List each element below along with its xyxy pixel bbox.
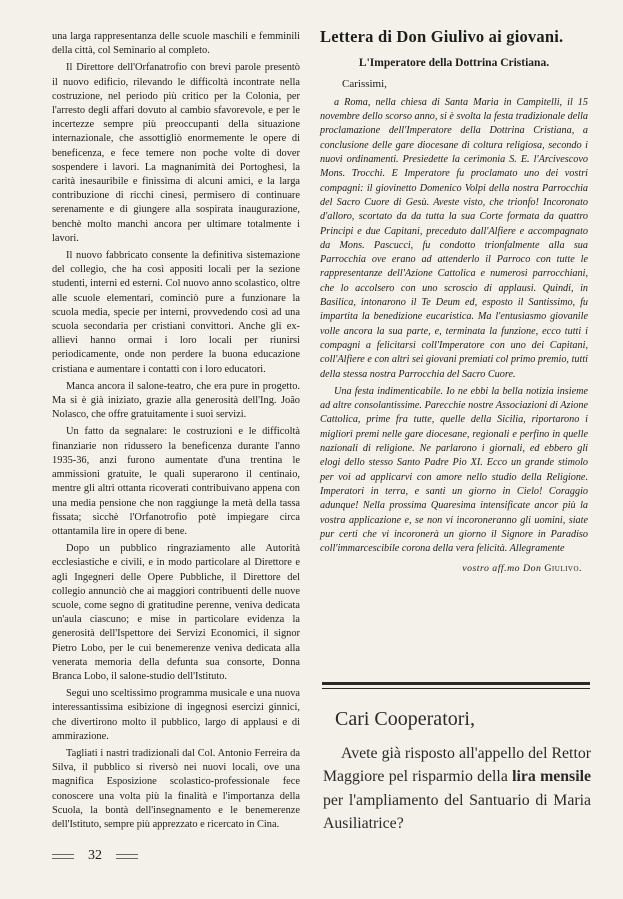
- paragraph: una larga rappresentanza delle scuole maschili e femminili della città, col Seminario al completo.: [52, 31, 300, 57]
- page-footer: [52, 848, 300, 864]
- cooperators-body: [323, 742, 591, 836]
- letter-column: [320, 27, 588, 577]
- paragraph: Il nuovo fabbricato consente la definitiva sistemazione del collegio, che ha così appositi locali per la sezione studenti, interni ed esterni. Col nuovo anno scolastico, oltre alle scuole elementari, cominciò pure a funzionare la scuola media, specie per interni, provvedendo così ad una scuola secondaria per cristiani convittori. Anche gli ex-allievi hanno ormai i loro locali per riunirsi periodicamente, onde non perdere la buona educazione cristiana e aumentare i contatti con i loro educatori.: [52, 250, 300, 375]
- footer-ornament-icon: [52, 852, 74, 861]
- cooperators-title: Cari Cooperatori,: [335, 708, 475, 730]
- letter-salutation: Carissimi,: [342, 77, 387, 90]
- paragraph: Dopo un pubblico ringraziamento alle Autorità ecclesiastiche e civili, e in modo particolare al Direttore e agli Ingegneri delle Opere Pubbliche, il Direttore del collegio annunciò che ai maggiori contribuenti delle nuove scuole, come segno di gratitudine perenne, veniva dedicata un'aula ciascuno; e mise in particolare evidenza la generosità dell'Ispettore dei Servizi Economici, il signor Pietro Lobo, per le cui benemerenze veniva dedicata alla venerata memoria della defunta sua consorte, Donna Branca Lobo, il salone-studio dell'Istituto.: [52, 543, 300, 682]
- cooperators-notice: [323, 708, 591, 836]
- divider-thin: [322, 688, 590, 689]
- footer-ornament-icon: [116, 852, 138, 861]
- letter-title: Lettera di Don Giulivo ai giovani.: [320, 27, 564, 46]
- page-number: 32: [88, 848, 102, 863]
- paragraph: Manca ancora il salone-teatro, che era pure in progetto. Ma si è già iniziato, grazie alla generosità dell'Ing. João Nolasco, che offre gratuitamente i suoi servizi.: [52, 380, 300, 421]
- paragraph: Il Direttore dell'Orfanatrofio con brevi parole presentò il nuovo edificio, rilevando le difficoltà incontrate nella costruzione, nel periodo più critico per la Colonia, per l'arresto degli affari dovuto al cambio sfavorevole, e per le incertezze sempre più preoccupanti della situazione internazionale, che assottigliò enormemente le opere di beneficenza, e fece temere non poche volte di dover sospendere i lavori. La magnanimità dei Portoghesi, la carità inesauribile e finissima di alcuni amici, e la larga contribuzione di ricchi cinesi, permisero di continuare serenamente e di giungere alla sospirata inaugurazione, benchè molto manchi ancora per ultimare totalmente i lavori.: [52, 62, 300, 244]
- letter-signature: [320, 562, 588, 576]
- left-column: [52, 30, 300, 835]
- paragraph: Tagliati i nastri tradizionali dal Col. Antonio Ferreira da Silva, il pubblico si riversò nei nuovi locali, ove una magnifica Esposizione scolastico-professionale fece conoscere una volta più la finalità e l'importanza della Scuola, la bontà dell'insegnamento e le benemerenze dell'Istituto, sempre più apprezzato e ricercato in Cina.: [52, 747, 300, 830]
- divider-thick: [322, 682, 590, 685]
- signature-text: vostro aff.mo Don: [462, 563, 545, 575]
- cooperators-bold-text: lira mensile: [512, 768, 591, 785]
- cooperators-text-before: Avete già risposto all'appello del Rettor Maggiore pel risparmio della: [323, 744, 591, 785]
- letter-paragraph: Una festa indimenticabile. Io ne ebbi la bella notizia insieme ad altre consolantissime. Parecchie nostre Associazioni di Azione Cattolica, prime fra tutte, quelle della Sicilia, riportarono i migliori premi nelle gare diocesane, regionali e perfino in quelle nazionali di religione. Ne parlarono i giornali, ed ebbero gli elogi dello stesso Santo Padre Pio XI. Ecco un grande stimolo per voi ad applicarvi con amore nello studio della Religione. Imperatori in terra, e santi un giorno in Cielo! Coraggio adunque! Nella prossima Quaresima intensificate ancor più la vostra applicazione e, se non vi incoroneranno gli uomini, siate pur certi che vi incoronerà un giorno il Signore in Paradiso coll'immarcescibile corona della vera felicità. Allegramente: [320, 385, 588, 555]
- letter-subtitle: L'Imperatore della Dottrina Cristiana.: [358, 57, 550, 70]
- paragraph: Un fatto da segnalare: le costruzioni e le difficoltà finanziarie non ridussero la beneficenza durante l'anno 1935-36, anzi furono aumentate d'una trentina le ammissioni gratuite, le quali superarono il centinaio, mentre gli altri ottanta ricoverati contribuivano appena con una media pensione che non raggiunge la metà della tassa fissata; sicchè l'Orfanotrofio potè impiegare circa ottantamila lire in opere di bene.: [52, 426, 300, 537]
- signature-name: Giulivo.: [544, 563, 582, 575]
- paragraph: Seguì uno sceltissimo programma musicale e una nuova interessantissima esibizione di ingegnosi esercizi ginnici, che divertirono molto il pubblico, largo di applausi e di ammirazione.: [52, 688, 300, 742]
- cooperators-text-after: per l'ampliamento del Santuario di Maria Ausiliatrice?: [323, 791, 591, 832]
- letter-paragraph: a Roma, nella chiesa di Santa Maria in Campitelli, il 15 novembre dello scorso anno, si è svolta la festa tradizionale della proclamazione dell'Imperatore della Dottrina Cristiana, a conclusione delle gare diocesane di coltura religiosa, secondo i nuovi ordinamenti. Presiedette la cerimonia S. E. l'Arcivescovo Mons. Trocchi. E Imperatore fu proclamato uno dei vostri compagni: il giovinetto Domenico Volpi della nostra Parrocchia del Sacro Cuore di Gesù. Aveste visto, che trionfo! Incoronato d'alloro, scortato da da tutta la sua Corte formata da quattro Principi e due Capitani, preceduto dall'Alfiere e accompagnato da Mons. Pascucci, fu condotto trionfalmente alla sua Parrocchia ove erano ad attenderlo il Parroco con tutte le rappresentanze dell'Azione Cattolica e numerosi parrocchiani, che lo accolsero con uno scroscio di applausi. Quindi, in Basilica, intonarono il Te Deum ed, esposto il Santissimo, fu impartita la benedizione eucaristica. Ma l'entusiasmo giovanile volle ancora la sua parte, e, terminata la funzione, ecco tutti i compagni a felicitarsi coll'Imperatore con uno dei Capitani, coll'Alfiere e con altri sei giovani premiati col primo premio, tutti della stessa nostra Parrocchia del Sacro Cuore.: [320, 96, 588, 380]
